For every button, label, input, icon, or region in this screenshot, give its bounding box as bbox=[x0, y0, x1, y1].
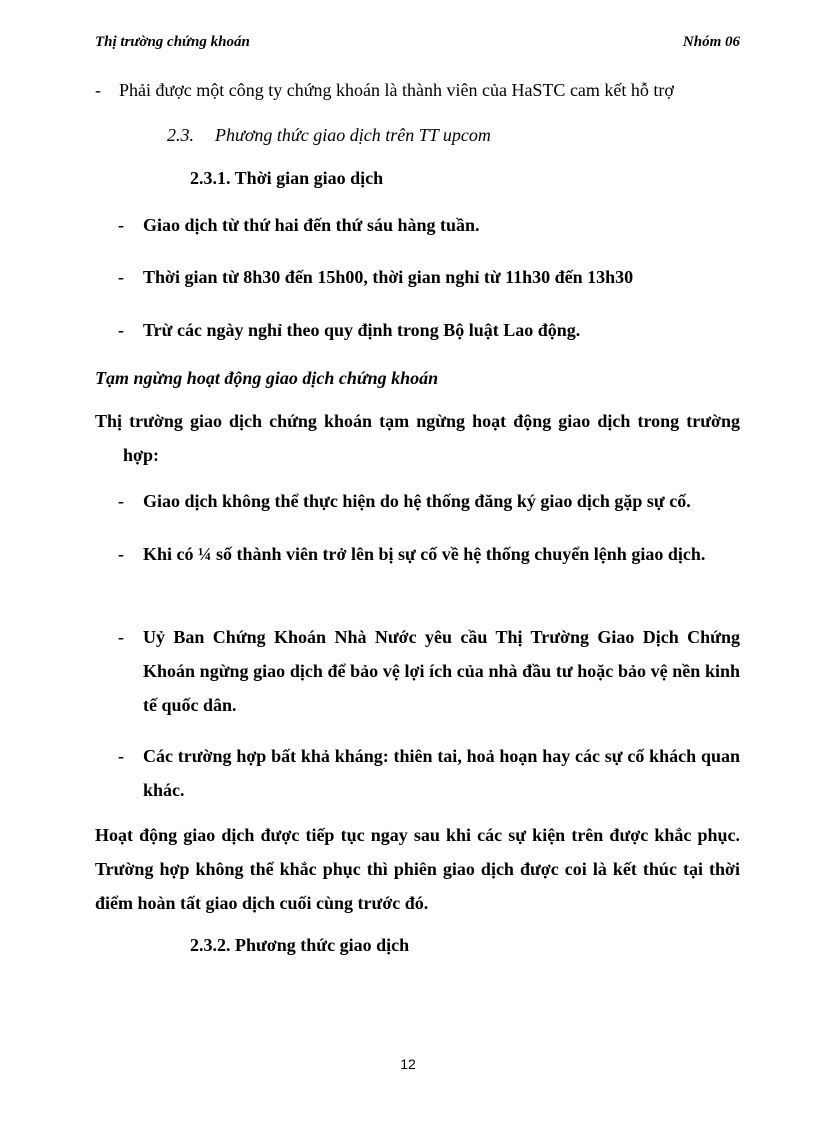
section-number: 2.3. bbox=[167, 125, 194, 145]
header-group: Nhóm 06 bbox=[682, 34, 740, 50]
bullet-marker: - bbox=[118, 746, 124, 766]
list-item bbox=[118, 215, 480, 236]
list-item-text: Uỷ Ban Chứng Khoán Nhà Nước yêu cầu Thị Trường Giao Dịch Chứng Khoán ngừng giao dịch để bảo vệ lợi ích của nhà đầu tư hoặc bảo vệ nền kinh tế quốc dân. bbox=[143, 627, 740, 715]
list-item-text: Khi có ¼ số thành viên trở lên bị sự cố về hệ thống chuyển lệnh giao dịch. bbox=[143, 544, 706, 564]
bullet-marker: - bbox=[118, 544, 124, 564]
list-item bbox=[118, 537, 740, 571]
page-header bbox=[95, 34, 740, 56]
suspension-intro: Thị trường giao dịch chứng khoán tạm ngừng hoạt động giao dịch trong trường hợp: bbox=[95, 411, 740, 465]
header-title: Thị trường chứng khoán bbox=[95, 34, 250, 50]
bullet-marker: - bbox=[95, 80, 101, 100]
resume-paragraph: Hoạt động giao dịch được tiếp tục ngay sau khi các sự kiện trên được khắc phục. Trường hợp không thể khắc phục thì phiên giao dịch được coi là kết thúc tại thời điểm hoàn tất giao dịch cuối cùng trước đó. bbox=[95, 825, 740, 913]
list-item-text: Giao dịch từ thứ hai đến thứ sáu hàng tuần. bbox=[143, 215, 480, 235]
section-2-3-heading bbox=[167, 125, 491, 146]
list-item bbox=[118, 484, 740, 518]
intro-bullet-text: Phải được một công ty chứng khoán là thành viên của HaSTC cam kết hỗ trợ bbox=[119, 80, 674, 100]
list-item-text: Các trường hợp bất khả kháng: thiên tai, hoả hoạn hay các sự cố khách quan khác. bbox=[143, 746, 740, 800]
section-2-3-1-heading: 2.3.1. Thời gian giao dịch bbox=[190, 168, 384, 188]
list-item-text: Trừ các ngày nghỉ theo quy định trong Bộ luật Lao động. bbox=[143, 320, 581, 340]
intro-bullet bbox=[95, 80, 674, 101]
bullet-marker: - bbox=[118, 491, 124, 511]
section-2-3-2-heading: 2.3.2. Phương thức giao dịch bbox=[190, 935, 410, 955]
list-item-text: Giao dịch không thể thực hiện do hệ thống đăng ký giao dịch gặp sự cố. bbox=[143, 491, 691, 511]
suspension-heading: Tạm ngừng hoạt động giao dịch chứng khoán bbox=[95, 368, 439, 388]
list-item-text: Thời gian từ 8h30 đến 15h00, thời gian nghỉ từ 11h30 đến 13h30 bbox=[143, 267, 634, 287]
section-title: Phương thức giao dịch trên TT upcom bbox=[215, 125, 491, 145]
list-item bbox=[118, 320, 581, 341]
list-item bbox=[118, 620, 740, 722]
page-number: 12 bbox=[400, 1056, 416, 1072]
bullet-marker: - bbox=[118, 627, 124, 647]
bullet-marker: - bbox=[118, 267, 124, 287]
bullet-marker: - bbox=[118, 215, 124, 235]
list-item bbox=[118, 267, 634, 288]
list-item bbox=[118, 739, 740, 807]
bullet-marker: - bbox=[118, 320, 124, 340]
